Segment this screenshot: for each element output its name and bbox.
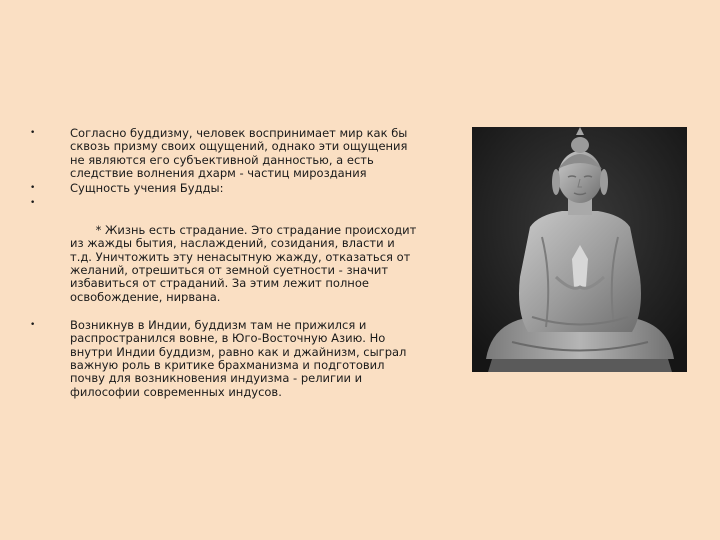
bullet-text: Возникнув в Индии, буддизм там не прижился и распространился вовне, в Юго-Восточную Азию. Но внутри Индии буддизм, равно как и джайнизм, сыграл важную роль в критике брахманизма и подготовил почву для возникновения индуизма - религии и философии современных индусов. xyxy=(70,318,407,399)
bullet-item xyxy=(28,127,420,180)
buddha-statue-illustration xyxy=(472,127,687,372)
bullet-item xyxy=(28,182,420,195)
bullet-item xyxy=(28,319,420,399)
bullet-marker: • xyxy=(30,128,36,138)
bullet-text: Сущность учения Будды: xyxy=(70,181,224,196)
bullet-marker: • xyxy=(30,198,36,209)
bullet-text: * Жизнь есть страдание. Это страдание происходит из жажды бытия, наслаждений, созидания, власти и т.д. Уничтожить эту ненасытную жажду, отказаться от желаний, отрешиться от земной суетности - значит избавиться от страданий. За этим лежит полное освобождение, нирвана. xyxy=(70,223,420,304)
bullet-text: Согласно буддизму, человек воспринимает мир как бы сквозь призму своих ощущений, однако эти ощущения не являются его субъективной данностью, а есть следствие волнения дхарм - частиц мироздания xyxy=(70,126,408,180)
bullet-item xyxy=(28,197,420,317)
bullet-marker: • xyxy=(30,320,36,331)
bullet-marker: • xyxy=(30,183,36,194)
buddha-statue-photo xyxy=(472,127,687,372)
bullet-list xyxy=(28,127,420,401)
